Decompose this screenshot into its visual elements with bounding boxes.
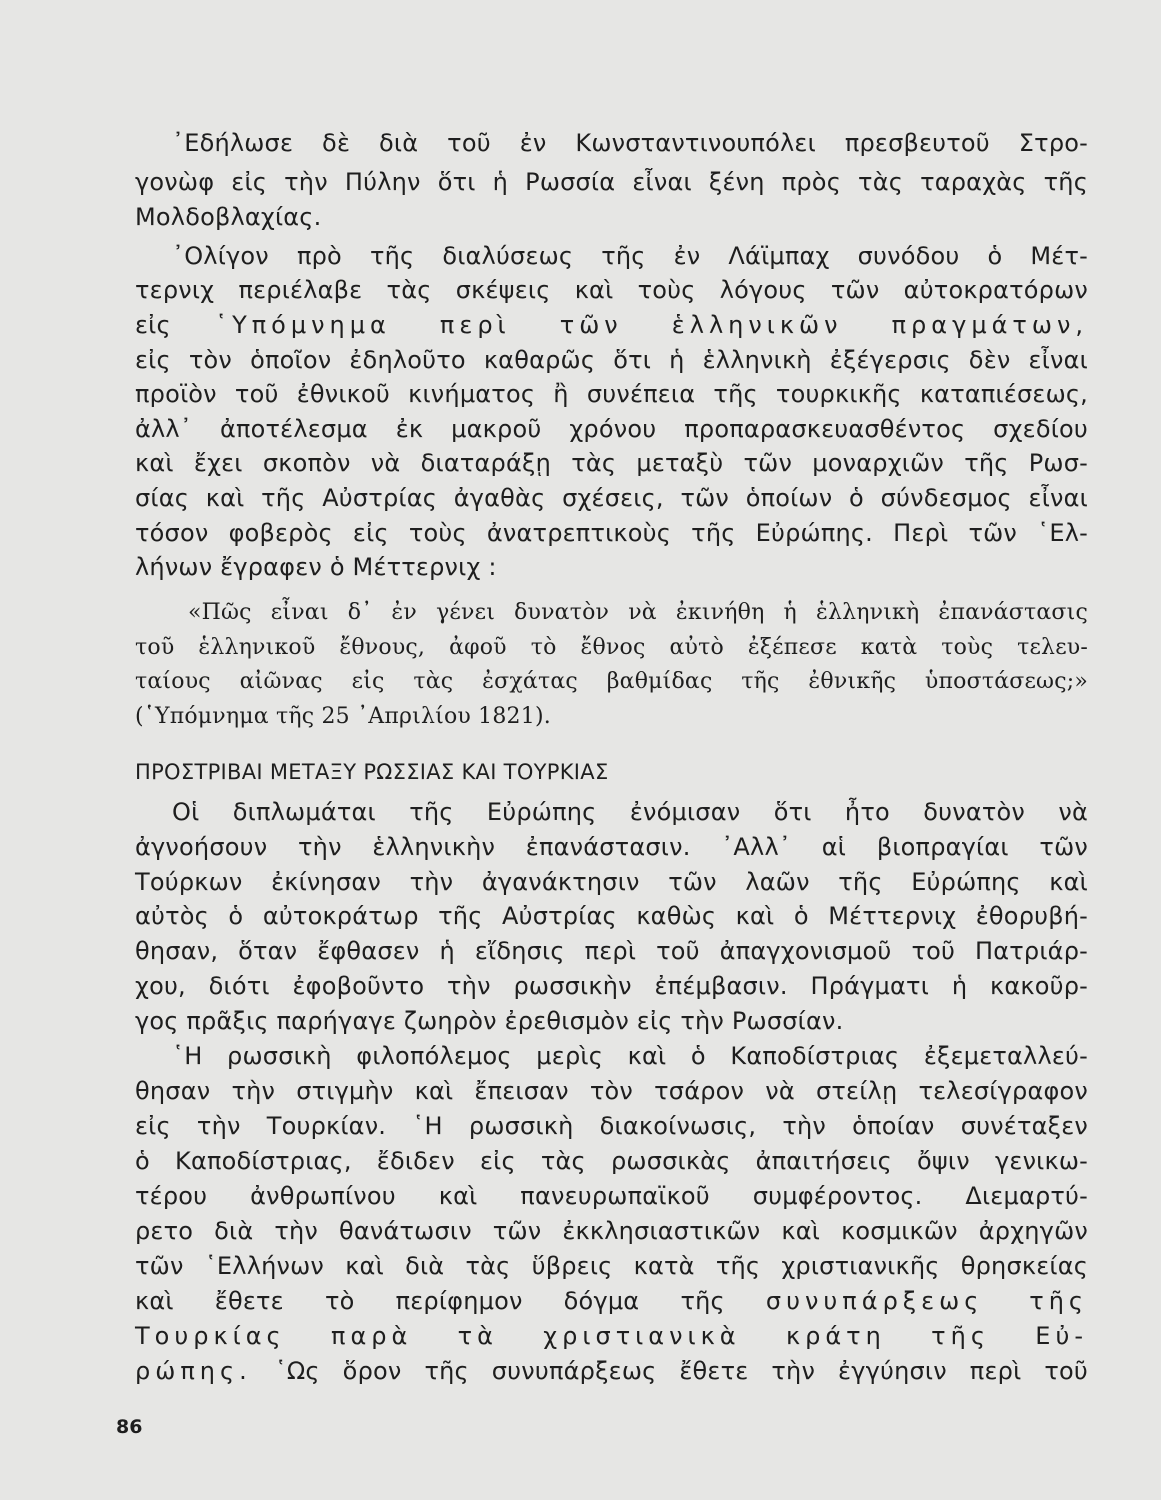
spaced-text-line: Τουρκίας παρὰ τὰ χριστιανικὰ κράτη τῆς Εὐ-: [135, 1322, 1088, 1350]
text-line: προϊὸν τοῦ ἐθνικοῦ κινήματος ἢ συνέπεια τῆς τουρκικῆς καταπιέσεως,: [135, 380, 1088, 408]
text-line: εἰς τὸν ὁποῖον ἐδηλοῦτο καθαρῶς ὅτι ἡ ἑλληνικὴ ἐξέγερσις δὲν εἶναι: [135, 346, 1088, 374]
text-line: θησαν, ὅταν ἔφθασεν ἡ εἴδησις περὶ τοῦ ἀπαγχονισμοῦ τοῦ Πατριάρ-: [135, 937, 1088, 965]
text-line: σίας καὶ τῆς Αὐστρίας ἀγαθὰς σχέσεις, τῶν ὁποίων ὁ σύνδεσμος εἶναι: [135, 484, 1088, 512]
text-span: ῾Ως ὅρον τῆς συνυπάρξεως ἔθετε τὴν ἐγγύησιν περὶ τοῦ: [274, 1357, 1088, 1385]
text-line: γονὼφ εἰς τὴν Πύλην ὅτι ἡ Ρωσσία εἶναι ξένη πρὸς τὰς ταραχὰς τῆς: [135, 168, 1088, 196]
text-line: ρετο διὰ τὴν θανάτωσιν τῶν ἐκκλησιαστικῶν καὶ κοσμικῶν ἀρχηγῶν: [135, 1217, 1088, 1245]
text-line: [135, 1355, 1088, 1388]
text-line: εἰς τὴν Τουρκίαν. ῾Η ρωσσικὴ διακοίνωσις, τὴν ὁποίαν συνέταξεν: [135, 1112, 1088, 1140]
text-line: καὶ ἔχει σκοπὸν νὰ διαταράξῃ τὰς μεταξὺ τῶν μοναρχιῶν τῆς Ρωσ-: [135, 449, 1088, 477]
text-line: Μολδοβλαχίας.: [135, 203, 322, 231]
text-line: ῾Η ρωσσικὴ φιλοπόλεμος μερὶς καὶ ὁ Καποδίστριας ἐξεμεταλλεύ-: [172, 1042, 1088, 1070]
spaced-title: ῾Υπόμνημα περὶ τῶν ἑλληνικῶν πραγμάτων,: [215, 311, 1088, 339]
text-line: γος πρᾶξις παρήγαγε ζωηρὸν ἐρεθισμὸν εἰς τὴν Ρωσσίαν.: [135, 1007, 844, 1035]
text-line: Τούρκων ἐκίνησαν τὴν ἀγανάκτησιν τῶν λαῶν τῆς Εὐρώπης καὶ: [135, 868, 1088, 896]
text-line: θησαν τὴν στιγμὴν καὶ ἔπεισαν τὸν τσάρον νὰ στείλῃ τελεσίγραφον: [135, 1077, 1088, 1105]
spaced-text: ρώπης.: [135, 1357, 252, 1385]
text-line: τόσον φοβερὸς εἰς τοὺς ἀνατρεπτικοὺς τῆς Εὐρώπης. Περὶ τῶν ῾Ελ-: [135, 519, 1088, 547]
section-heading: ΠΡΟΣΤΡΙΒΑΙ ΜΕΤΑΞΥ ΡΩΣΣΙΑΣ ΚΑΙ ΤΟΥΡΚΙΑΣ: [135, 760, 609, 784]
quote-line: τοῦ ἑλληνικοῦ ἔθνους, ἀφοῦ τὸ ἔθνος αὐτὸ ἐξέπεσε κατὰ τοὺς τελευ-: [135, 635, 1088, 660]
text-line: [135, 1285, 1088, 1318]
text-line: ὁ Καποδίστριας, ἔδιδεν εἰς τὰς ρωσσικὰς ἀπαιτήσεις ὄψιν γενικω-: [135, 1147, 1088, 1175]
page-number: 86: [116, 1416, 143, 1438]
quote-line: «Πῶς εἶναι δ᾿ ἐν γένει δυνατὸν νὰ ἐκινήθη ἡ ἑλληνικὴ ἐπανάστασις: [188, 600, 1088, 625]
text-line: ᾿Εδήλωσε δὲ διὰ τοῦ ἐν Κωνσταντινουπόλει πρεσβευτοῦ Στρο-: [172, 129, 1088, 157]
text-line: τερνιχ περιέλαβε τὰς σκέψεις καὶ τοὺς λόγους τῶν αὐτοκρατόρων: [135, 276, 1088, 304]
text-line: [135, 309, 1088, 342]
text-line: τῶν ῾Ελλήνων καὶ διὰ τὰς ὕβρεις κατὰ τῆς χριστιανικῆς θρησκείας: [135, 1252, 1088, 1280]
text-line: Οἱ διπλωμάται τῆς Εὐρώπης ἐνόμισαν ὅτι ἦτο δυνατὸν νὰ: [172, 798, 1088, 826]
text-span: εἰς: [135, 311, 171, 339]
quote-line: ταίους αἰῶνας εἰς τὰς ἐσχάτας βαθμίδας τῆς ἐθνικῆς ὑποστάσεως;»: [135, 669, 1088, 694]
text-line: ἀγνοήσουν τὴν ἑλληνικὴν ἐπανάστασιν. ᾿Αλλ᾿ αἱ βιοπραγίαι τῶν: [135, 833, 1088, 861]
text-line: ἀλλ᾿ ἀποτέλεσμα ἐκ μακροῦ χρόνου προπαρασκευασθέντος σχεδίου: [135, 415, 1088, 443]
text-line: ᾿Ολίγον πρὸ τῆς διαλύσεως τῆς ἐν Λάϊμπαχ συνόδου ὁ Μέτ-: [172, 242, 1088, 270]
text-line: χου, διότι ἐφοβοῦντο τὴν ρωσσικὴν ἐπέμβασιν. Πράγματι ἡ κακοῦρ-: [135, 972, 1088, 1000]
text-line: τέρου ἀνθρωπίνου καὶ πανευρωπαϊκοῦ συμφέροντος. Διεμαρτύ-: [135, 1182, 1088, 1210]
text-line: αὐτὸς ὁ αὐτοκράτωρ τῆς Αὐστρίας καθὼς καὶ ὁ Μέττερνιχ ἐθορυβή-: [135, 902, 1088, 930]
quote-line: (῾Υπόμνημα τῆς 25 ᾿Απριλίου 1821).: [135, 704, 551, 729]
text-line: λήνων ἔγραφεν ὁ Μέττερνιχ :: [135, 553, 497, 581]
spaced-text: συνυπάρξεως τῆς: [765, 1287, 1088, 1315]
text-span: καὶ ἔθετε τὸ περίφημον δόγμα τῆς: [135, 1287, 725, 1315]
